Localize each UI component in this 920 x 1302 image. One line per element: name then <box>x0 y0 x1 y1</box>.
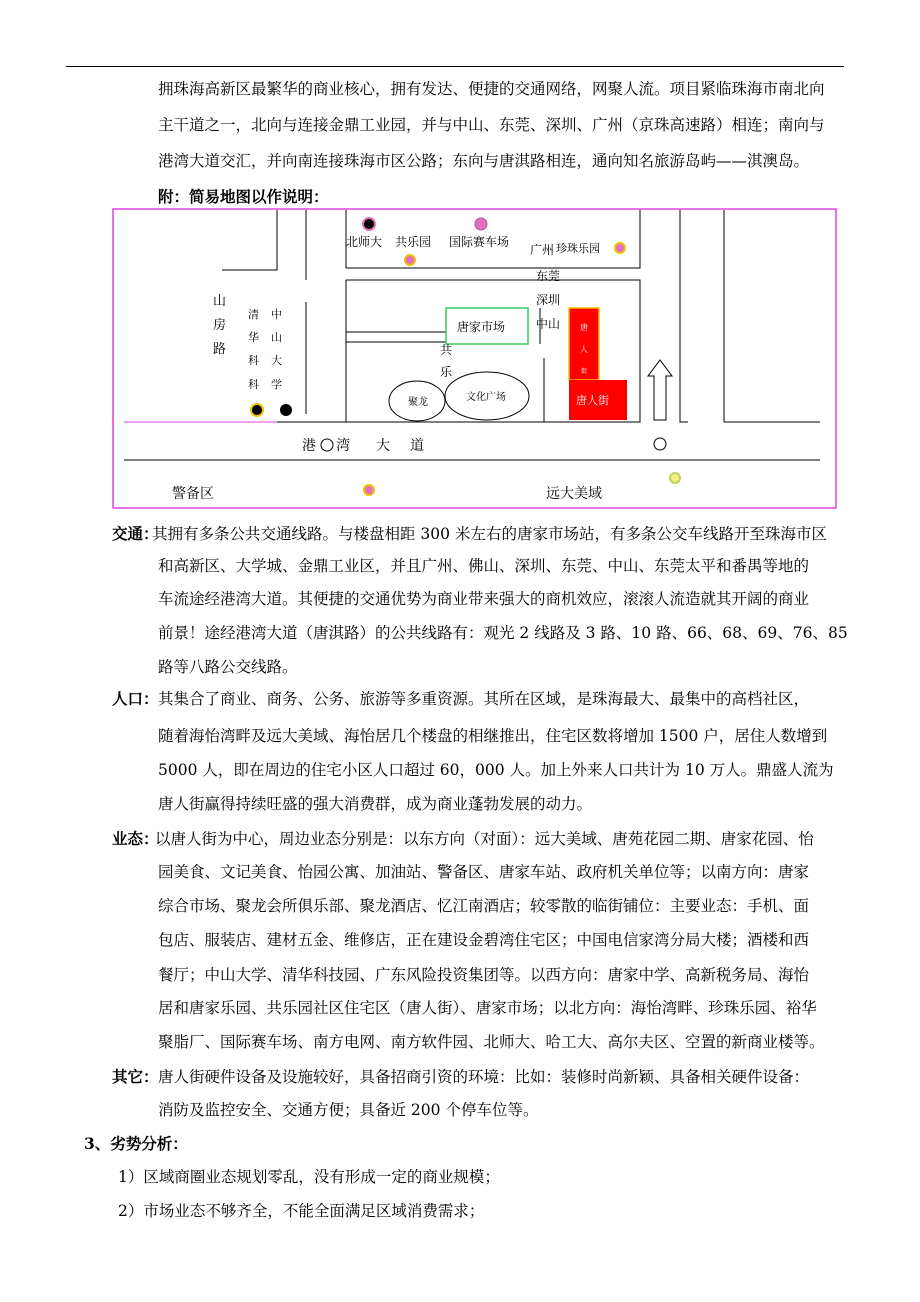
qinghua-dot <box>251 404 263 416</box>
zhongshan-dot <box>280 404 292 416</box>
section-line: 随着海怡湾畔及远大美域、海怡居几个楼盘的相继推出，住宅区数将增加 1500 户，居住人数增到 <box>158 727 828 745</box>
label-ganghai: 道 <box>410 438 424 454</box>
label-zhongshan-univ: 大 <box>271 354 282 367</box>
section-line: 唐人街硬件设备及设施较好，具备招商引资的环境：比如：装修时尚新颖、具备相关硬件设备： <box>158 1068 810 1086</box>
label-qinghua: 华 <box>248 331 259 344</box>
intro-line: 主干道之一，北向与连接金鼎工业园，并与中山、东莞、深圳、广州（京珠高速路）相连；南向与 <box>158 116 825 134</box>
label-tangrenjie-v: 街 <box>581 368 588 375</box>
section-line: 和高新区、大学城、金鼎工业区，并且广州、佛山、深圳、东莞、中山、东莞太平和番禺等地的 <box>158 557 810 575</box>
section-key: 交通： <box>112 524 159 543</box>
label-qinghua: 科 <box>248 378 259 391</box>
label-yuanda: 远大美域 <box>546 486 602 502</box>
station-dot-east <box>654 438 666 450</box>
jingbei-dot <box>364 485 374 495</box>
label-julong: 聚龙 <box>408 397 428 408</box>
label-zhongshan-univ: 山 <box>271 331 282 344</box>
gongleyuan-dot <box>405 255 415 265</box>
label-ganghai: 大 <box>376 438 390 454</box>
section-line: 综合市场、聚龙会所俱乐部、聚龙酒店、忆江南酒店；较零散的临街铺位：主要业态：手机、面 <box>158 897 810 915</box>
section-line: 包店、服装店、建材五金、维修店，正在建设金碧湾住宅区；中国电信家湾分局大楼；酒楼和西 <box>158 931 810 949</box>
label-jingbei: 警备区 <box>172 486 214 502</box>
intro-line: 港湾大道交汇，并向南连接珠海市区公路；东向与唐淇路相连，通向知名旅游岛屿——淇澳岛。 <box>158 152 810 170</box>
simple-map <box>112 208 838 510</box>
label-lu: 路 <box>213 342 227 357</box>
section-line: 车流途经港湾大道。其便捷的交通优势为商业带来强大的商机效应，滚滚人流造就其开阔的商业 <box>158 590 810 608</box>
weakness-item: 2）市场业态不够齐全，不能全面满足区域消费需求； <box>118 1202 485 1220</box>
beishida-dot <box>363 218 375 230</box>
label-ganghai: 湾 <box>336 438 350 454</box>
section-line: 其集合了商业、商务、公务、旅游等多重资源。其所在区域，是珠海最大、最集中的高档社区， <box>158 690 810 708</box>
label-fang: 房 <box>213 318 227 333</box>
label-zhenzhu: 珍珠乐园 <box>556 242 600 255</box>
label-beishida: 北师大 <box>346 235 383 249</box>
section-key: 其它： <box>112 1067 159 1086</box>
station-dot-west <box>321 439 333 451</box>
label-zhongshan-univ: 中 <box>271 308 282 321</box>
weakness-item: 1）区域商圈业态规划零乱，没有形成一定的商业规模； <box>118 1168 500 1186</box>
section-line: 居和唐家乐园、共乐园社区住宅区（唐人街）、唐家市场；以北方向：海怡湾畔、珍珠乐园、裕华 <box>158 999 817 1017</box>
label-gong: 共 <box>440 343 453 357</box>
label-guangzhou: 广州 <box>530 243 555 257</box>
section-line: 其拥有多条公共交通线路。与楼盘相距 300 米左右的唐家市场站，有多条公交车线路开至珠海市区 <box>152 525 827 543</box>
map-title: 附：简易地图以作说明： <box>158 187 329 206</box>
section-line: 餐厅；中山大学、清华科技园、广东风险投资集团等。以西方向：唐家中学、高新税务局、海怡 <box>158 966 810 984</box>
label-gongleyuan: 共乐园 <box>395 235 432 249</box>
section-line: 聚脂厂、国际赛车场、南方电网、南方软件园、北师大、哈工大、高尔夫区、空置的新商业楼等。 <box>158 1033 825 1051</box>
zhenzhu-dot <box>615 243 625 253</box>
label-saichechang: 国际赛车场 <box>449 235 510 249</box>
label-zhongshan-univ: 学 <box>271 378 282 391</box>
label-tangjia: 唐家市场 <box>457 320 506 334</box>
section-line: 以唐人街为中心，周边业态分别是：以东方向（对面）：远大美域、唐苑花园二期、唐家花园、怡 <box>155 830 814 848</box>
section-key: 人口： <box>112 689 159 708</box>
section-key: 业态： <box>112 829 159 848</box>
section-line: 路等八路公交线路。 <box>158 658 298 676</box>
label-tangrenjie-v: 唐 <box>580 323 588 332</box>
section-line: 园美食、文记美食、怡园公寓、加油站、警备区、唐家车站、政府机关单位等；以南方向：唐家 <box>158 863 810 881</box>
label-tangrenjie: 唐人街 <box>576 394 609 407</box>
yuanda-dot <box>670 473 680 483</box>
label-qinghua: 清 <box>248 308 259 321</box>
label-zhongshan: 中山 <box>536 317 561 331</box>
label-qinghua: 科 <box>248 354 259 367</box>
map-border <box>113 209 836 508</box>
label-dongguan: 东莞 <box>536 269 561 283</box>
label-shenzhen: 深圳 <box>536 293 561 307</box>
section-line: 唐人街赢得持续旺盛的强大消费群，成为商业蓬勃发展的动力。 <box>158 795 593 813</box>
label-ganghai: 港 <box>302 438 316 454</box>
header-rule <box>66 66 844 67</box>
section-line: 前景！途经港湾大道（唐淇路）的公共线路有：观光 2 线路及 3 路、10 路、66、68、69、76、85 <box>158 624 848 642</box>
label-le: 乐 <box>440 365 453 379</box>
intro-line: 拥珠海高新区最繁华的商业核心，拥有发达、便捷的交通网络，网聚人流。项目紧临珠海市南北向 <box>158 80 825 98</box>
section-line: 5000 人，即在周边的住宅小区人口超过 60，000 人。加上外来人口共计为 10 万人。鼎盛人流为 <box>158 761 834 779</box>
saichechang-dot <box>475 218 487 230</box>
label-tangrenjie-v: 人 <box>580 345 588 354</box>
section-line: 消防及监控安全、交通方便；具备近 200 个停车位等。 <box>158 1101 539 1119</box>
label-wenhua: 文化广场 <box>466 392 506 403</box>
label-shan: 山 <box>213 294 227 309</box>
weakness-title: 3、劣势分析： <box>84 1134 188 1153</box>
